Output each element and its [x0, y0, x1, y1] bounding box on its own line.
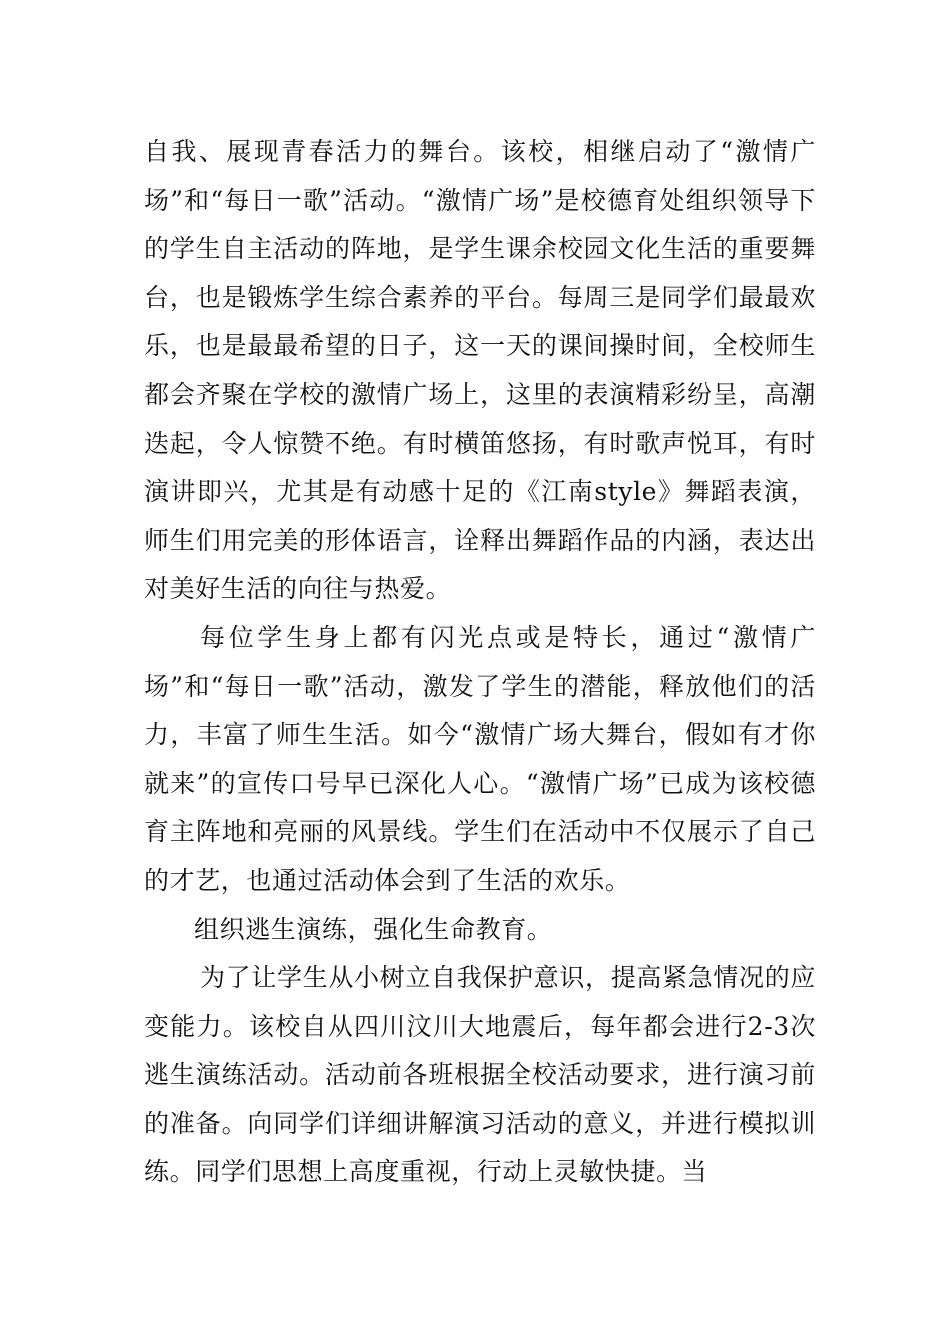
paragraph-drill: 为了让学生从小树立自我保护意识，提高紧急情况的应变能力。该校自从四川汶川大地震后，每年都会进行2-3次逃生演练活动。活动前各班根据全校活动要求，进行演习前的准备。向同学们详细讲解演习活动的意义，并进行模拟训练。同学们思想上高度重视，行动上灵敏快捷。当: [144, 963, 816, 1187]
paragraph-continuation: 自我、展现青春活力的舞台。该校，相继启动了“激情广场”和“每日一歌”活动。“激情广场”是校德育处组织领导下的学生自主活动的阵地，是学生课余校园文化生活的重要舞台，也是锻炼学生综合素养的平台。每周三是同学们最最欢乐，也是最最希望的日子，这一天的课间操时间，全校师生都会齐聚在学校的激情广场上，这里的表演精彩纷呈，高潮迭起，令人惊赞不绝。有时横笛悠扬，有时歌声悦耳，有时演讲即兴，尤其是有动感十足的《江南style》舞蹈表演，师生们用完美的形体语言，诠释出舞蹈作品的内涵，表达出对美好生活的向往与热爱。: [144, 137, 816, 604]
paragraph-highlights: 每位学生身上都有闪光点或是特长，通过“激情广场”和“每日一歌”活动，激发了学生的潜能，释放他们的活力，丰富了师生生活。如今“激情广场大舞台，假如有才你就来”的宣传口号早已深化人心。“激情广场”已成为该校德育主阵地和亮丽的风景线。学生们在活动中不仅展示了自己的才艺，也通过活动体会到了生活的欢乐。: [144, 622, 816, 895]
section-heading-drill: 组织逃生演练，强化生命教育。: [194, 914, 553, 944]
body-text: [144, 128, 816, 1197]
